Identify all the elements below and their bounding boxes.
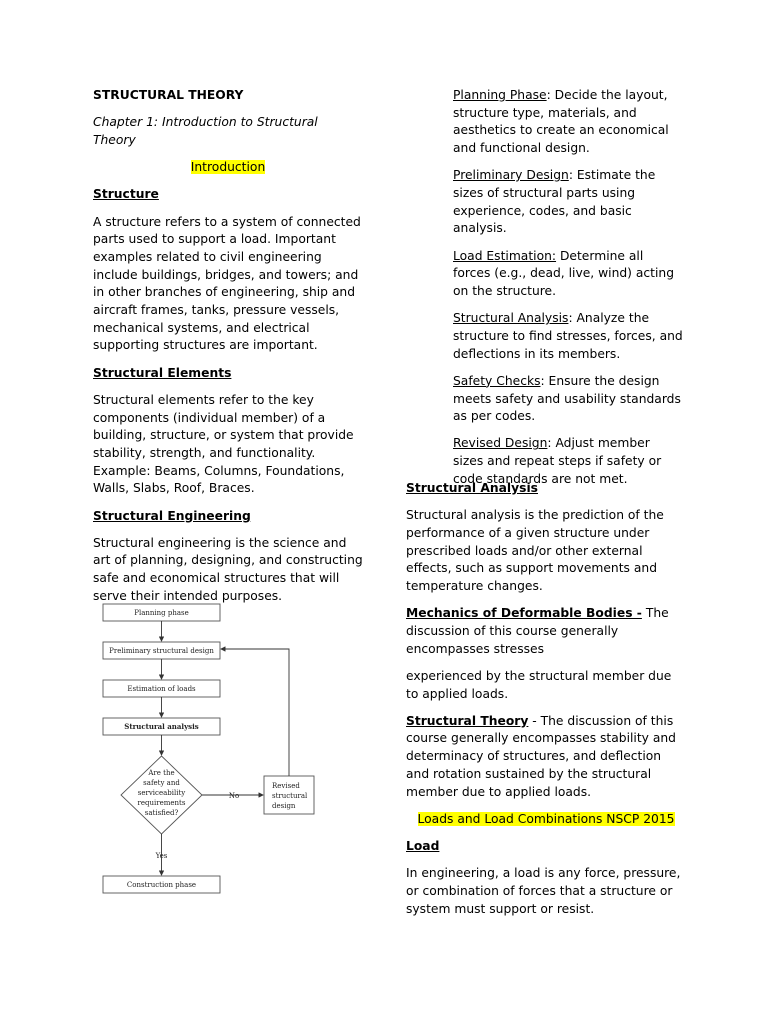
- phase-term: Preliminary Design: [453, 168, 569, 183]
- phase-separator: :: [568, 311, 573, 326]
- structural-analysis-paragraph: Structural analysis is the prediction of the performance of a given structure under prescribed loads and/or other external effects, such as support movements and temperature changes.: [406, 508, 664, 594]
- revised-line-2: structural: [272, 792, 308, 800]
- estimation-of-loads-label: Estimation of loads: [127, 685, 196, 693]
- structural-theory-text: - The discussion of this course generally encompasses stability and determinacy of structures, and deflection and rotation sustained by the structural member due to applied loads.: [406, 713, 676, 799]
- phase-description: Adjust member sizes and repeat steps if safety or code standards are not met.: [453, 436, 662, 486]
- introduction-heading-text: Introduction: [190, 160, 266, 175]
- structural-theory-term: Structural Theory: [406, 713, 529, 728]
- decision-line-5: satisfied?: [144, 809, 179, 817]
- structural-engineering-paragraph: Structural engineering is the science and art of planning, designing, and constructing safe and economical structures that will serve their intended purposes.: [93, 535, 363, 603]
- phase-term: Safety Checks: [453, 373, 541, 388]
- mechanics-paragraph: [406, 605, 686, 658]
- phase-description: Determine all forces (e.g., dead, live, wind) acting on the structure.: [453, 248, 675, 299]
- design-process-flowchart: [96, 598, 322, 898]
- loads-heading-text: Loads and Load Combinations NSCP 2015: [417, 811, 675, 826]
- structure-paragraph: A structure refers to a system of connected parts used to support a load. Important examples related to civil engineering include buildings, bridges, and towers; and in other branches of engineering, ship and aircraft frames, tanks, pressure vessels, mechanical systems, and electrical supporting structures are important.: [93, 214, 361, 353]
- phase-description: Estimate the sizes of structural parts using experience, codes, and basic analysis.: [453, 168, 656, 236]
- structural-theory-paragraph: [406, 713, 686, 802]
- flowchart-svg: [96, 598, 322, 898]
- decision-line-1: Are the: [148, 769, 175, 777]
- preliminary-design-label: Preliminary structural design: [109, 647, 214, 655]
- no-label: No: [228, 792, 240, 800]
- document-title: STRUCTURAL THEORY: [93, 88, 244, 102]
- phase-load-estimation: [453, 248, 683, 301]
- decision-line-4: requirements: [137, 799, 186, 807]
- phase-separator: :: [547, 436, 552, 451]
- phase-description: Ensure the design meets safety and usability standards as per codes.: [453, 373, 681, 424]
- phase-separator: :: [568, 168, 573, 183]
- design-phases-list: [453, 87, 683, 498]
- structure-heading: Structure: [93, 187, 159, 202]
- phase-separator: :: [540, 373, 545, 388]
- structural-elements-paragraph: Structural elements refer to the key components (individual member) of a building, structure, or system that provide stability, strength, and functionality. Example: Beams, Columns, Foundations, Walls, Slabs, Roof, Braces.: [93, 392, 354, 496]
- phase-description: Analyze the structure to find stresses, forces, and deflections in its members.: [453, 311, 683, 361]
- structural-analysis-heading: Structural Analysis: [406, 481, 538, 495]
- loads-heading: [406, 811, 686, 829]
- revised-line-1: Revised: [272, 782, 300, 790]
- arrow-revised-back-to-preliminary: [221, 649, 289, 776]
- structural-engineering-heading: Structural Engineering: [93, 508, 251, 523]
- decision-line-3: serviceability: [137, 789, 186, 797]
- phase-description: Decide the layout, structure type, materials, and aesthetics to create an economical and functional design.: [453, 88, 669, 156]
- load-paragraph: In engineering, a load is any force, pressure, or combination of forces that a structure or system must support or resist.: [406, 866, 681, 916]
- mechanics-text: The discussion of this course generally encompasses stresses: [406, 606, 669, 656]
- phase-term: Revised Design: [453, 436, 548, 451]
- mechanics-continued: experienced by the structural member due to applied loads.: [406, 668, 672, 701]
- left-column: [93, 87, 363, 615]
- phase-safety-checks: [453, 373, 683, 426]
- phase-planning: [453, 87, 683, 158]
- decision-line-2: safety and: [143, 779, 180, 787]
- chapter-title: Chapter 1: Introduction to Structural Theory: [93, 115, 318, 147]
- phase-structural-analysis: [453, 310, 683, 363]
- introduction-heading: [93, 159, 363, 177]
- right-column-lower: [406, 480, 686, 928]
- structural-analysis-label: Structural analysis: [124, 722, 199, 731]
- phase-term: Load Estimation:: [453, 248, 557, 263]
- phase-term: Planning Phase: [453, 88, 547, 102]
- phase-preliminary: [453, 167, 683, 238]
- revised-line-3: design: [272, 802, 296, 810]
- load-heading: Load: [406, 838, 440, 853]
- construction-phase-label: Construction phase: [126, 881, 197, 889]
- structural-elements-heading: Structural Elements: [93, 365, 232, 380]
- yes-label: Yes: [155, 852, 168, 860]
- phase-term: Structural Analysis: [453, 311, 569, 326]
- planning-phase-label: Planning phase: [134, 609, 189, 617]
- phase-separator: :: [546, 88, 551, 102]
- mechanics-term: Mechanics of Deformable Bodies -: [406, 606, 642, 621]
